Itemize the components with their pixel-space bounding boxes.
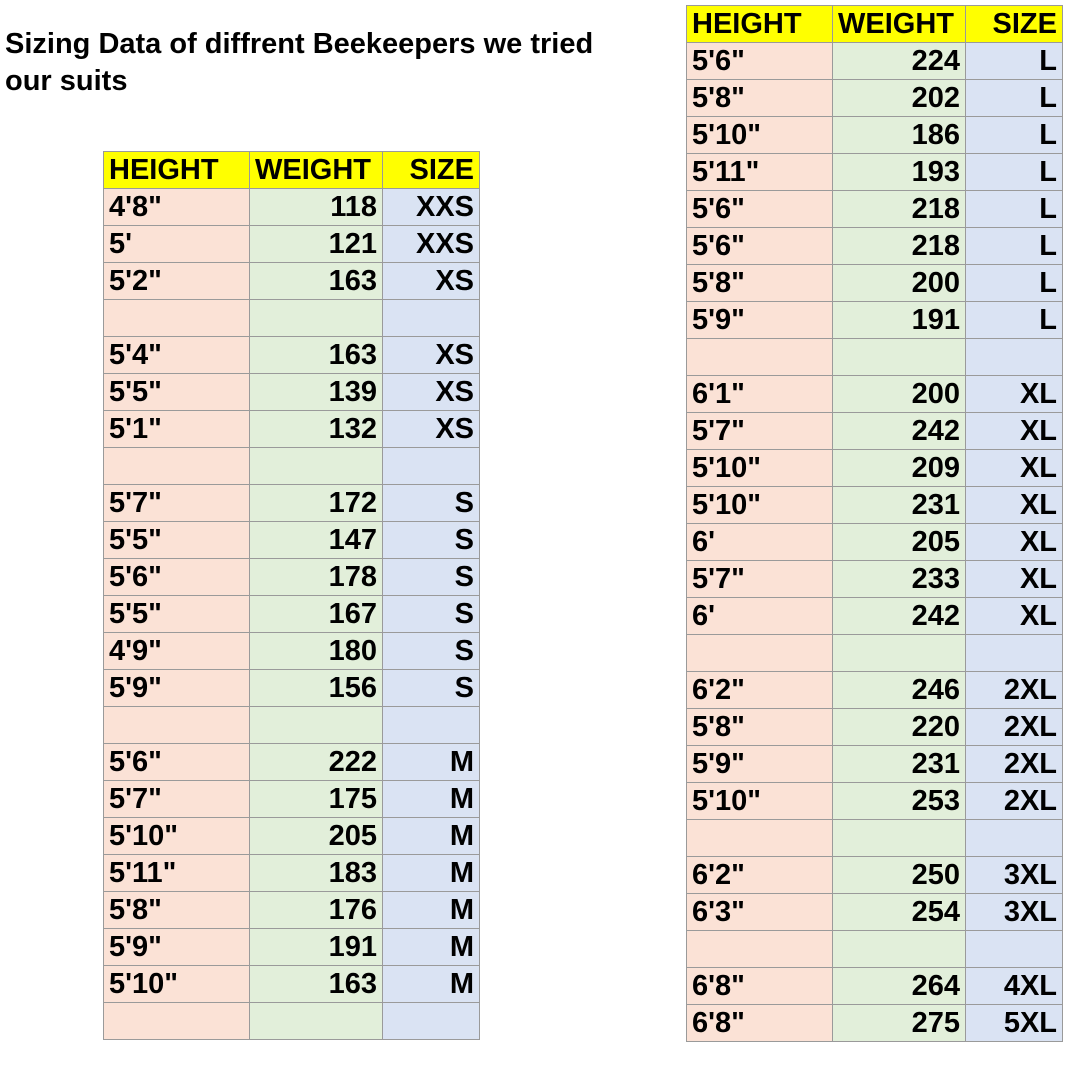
table-row xyxy=(104,374,480,411)
height-cell: 5'6" xyxy=(687,228,833,265)
table-row xyxy=(687,561,1063,598)
table-row xyxy=(687,80,1063,117)
table-row xyxy=(104,189,480,226)
weight-cell: 222 xyxy=(250,744,383,781)
height-cell: 4'9" xyxy=(104,633,250,670)
size-cell xyxy=(966,339,1063,376)
height-cell: 6'8" xyxy=(687,1005,833,1042)
table-row xyxy=(104,226,480,263)
table-row xyxy=(687,709,1063,746)
page-title: Sizing Data of diffrent Beekeepers we tried our suits xyxy=(5,28,594,97)
table-row xyxy=(687,857,1063,894)
weight-cell: 183 xyxy=(250,855,383,892)
size-cell: S xyxy=(383,559,480,596)
weight-cell: 200 xyxy=(833,376,966,413)
height-cell xyxy=(687,339,833,376)
table-row xyxy=(687,302,1063,339)
table-row xyxy=(687,746,1063,783)
weight-cell: 205 xyxy=(250,818,383,855)
height-cell: 5'10" xyxy=(104,966,250,1003)
weight-cell: 264 xyxy=(833,968,966,1005)
weight-cell: 231 xyxy=(833,746,966,783)
height-cell: 6' xyxy=(687,598,833,635)
table-row xyxy=(104,744,480,781)
height-cell: 5'8" xyxy=(687,265,833,302)
height-cell: 5'10" xyxy=(687,783,833,820)
weight-cell: 178 xyxy=(250,559,383,596)
weight-cell: 121 xyxy=(250,226,383,263)
size-cell: L xyxy=(966,154,1063,191)
weight-cell: 233 xyxy=(833,561,966,598)
table-row xyxy=(687,413,1063,450)
height-cell xyxy=(104,1003,250,1040)
height-cell: 5'11" xyxy=(687,154,833,191)
height-cell: 5'6" xyxy=(104,744,250,781)
height-cell: 5'9" xyxy=(687,746,833,783)
size-cell: S xyxy=(383,485,480,522)
weight-cell: 250 xyxy=(833,857,966,894)
size-cell: M xyxy=(383,929,480,966)
weight-cell: 254 xyxy=(833,894,966,931)
size-cell: L xyxy=(966,43,1063,80)
height-cell: 5'5" xyxy=(104,596,250,633)
table-row xyxy=(687,820,1063,857)
weight-cell: 218 xyxy=(833,191,966,228)
size-cell: 4XL xyxy=(966,968,1063,1005)
size-cell: M xyxy=(383,855,480,892)
size-cell: M xyxy=(383,818,480,855)
size-header: SIZE xyxy=(383,152,480,189)
size-cell: XS xyxy=(383,263,480,300)
table-row xyxy=(104,337,480,374)
height-cell: 6'3" xyxy=(687,894,833,931)
height-cell: 5'6" xyxy=(687,191,833,228)
height-cell: 5'9" xyxy=(687,302,833,339)
height-cell: 6'8" xyxy=(687,968,833,1005)
table-row xyxy=(687,524,1063,561)
table-row xyxy=(104,818,480,855)
size-cell xyxy=(966,931,1063,968)
size-cell: 2XL xyxy=(966,783,1063,820)
height-cell: 5' xyxy=(104,226,250,263)
weight-cell xyxy=(833,339,966,376)
height-cell: 5'10" xyxy=(687,487,833,524)
weight-cell: 139 xyxy=(250,374,383,411)
sizing-table-right xyxy=(686,5,1063,1042)
height-cell xyxy=(687,635,833,672)
height-cell xyxy=(104,300,250,337)
size-cell: XXS xyxy=(383,189,480,226)
size-cell: 2XL xyxy=(966,709,1063,746)
weight-cell: 242 xyxy=(833,413,966,450)
size-cell: 3XL xyxy=(966,894,1063,931)
height-cell: 6' xyxy=(687,524,833,561)
size-cell: L xyxy=(966,265,1063,302)
table-row xyxy=(687,894,1063,931)
size-cell: L xyxy=(966,117,1063,154)
weight-cell xyxy=(250,1003,383,1040)
size-cell xyxy=(966,635,1063,672)
height-cell: 5'7" xyxy=(687,413,833,450)
height-cell: 5'2" xyxy=(104,263,250,300)
size-header: SIZE xyxy=(966,6,1063,43)
table-row xyxy=(687,487,1063,524)
weight-cell: 253 xyxy=(833,783,966,820)
size-cell: XL xyxy=(966,598,1063,635)
weight-cell: 163 xyxy=(250,966,383,1003)
header-row xyxy=(687,6,1063,43)
weight-cell: 191 xyxy=(250,929,383,966)
table-row xyxy=(104,300,480,337)
weight-cell: 147 xyxy=(250,522,383,559)
weight-cell: 172 xyxy=(250,485,383,522)
weight-cell: 167 xyxy=(250,596,383,633)
height-cell: 5'1" xyxy=(104,411,250,448)
weight-header: WEIGHT xyxy=(833,6,966,43)
size-cell xyxy=(966,820,1063,857)
height-cell: 5'5" xyxy=(104,522,250,559)
weight-cell: 218 xyxy=(833,228,966,265)
height-cell: 6'2" xyxy=(687,857,833,894)
table-row xyxy=(104,263,480,300)
table-row xyxy=(104,892,480,929)
weight-cell: 176 xyxy=(250,892,383,929)
height-header: HEIGHT xyxy=(687,6,833,43)
table-row xyxy=(104,855,480,892)
height-cell: 5'5" xyxy=(104,374,250,411)
size-cell: XL xyxy=(966,450,1063,487)
weight-cell: 242 xyxy=(833,598,966,635)
height-cell: 5'8" xyxy=(687,709,833,746)
height-header: HEIGHT xyxy=(104,152,250,189)
size-cell: 3XL xyxy=(966,857,1063,894)
weight-cell: 193 xyxy=(833,154,966,191)
header-row xyxy=(104,152,480,189)
table-row xyxy=(687,265,1063,302)
size-cell: M xyxy=(383,966,480,1003)
size-cell: S xyxy=(383,633,480,670)
table-row xyxy=(687,228,1063,265)
table-row xyxy=(104,1003,480,1040)
table-row xyxy=(104,633,480,670)
size-cell: M xyxy=(383,892,480,929)
size-cell: S xyxy=(383,522,480,559)
weight-cell: 275 xyxy=(833,1005,966,1042)
size-cell xyxy=(383,707,480,744)
size-cell: XL xyxy=(966,487,1063,524)
size-cell: S xyxy=(383,670,480,707)
weight-cell: 246 xyxy=(833,672,966,709)
weight-cell: 186 xyxy=(833,117,966,154)
size-cell xyxy=(383,1003,480,1040)
height-cell: 5'7" xyxy=(104,781,250,818)
table-row xyxy=(687,154,1063,191)
size-cell: XS xyxy=(383,337,480,374)
height-cell: 5'10" xyxy=(687,117,833,154)
weight-cell: 163 xyxy=(250,263,383,300)
size-cell: XL xyxy=(966,524,1063,561)
weight-cell xyxy=(250,300,383,337)
weight-cell: 175 xyxy=(250,781,383,818)
table-row xyxy=(687,191,1063,228)
weight-cell xyxy=(250,448,383,485)
weight-cell xyxy=(833,820,966,857)
weight-cell: 118 xyxy=(250,189,383,226)
weight-cell: 202 xyxy=(833,80,966,117)
table-row xyxy=(687,783,1063,820)
table-row xyxy=(687,598,1063,635)
height-cell: 5'11" xyxy=(104,855,250,892)
weight-cell: 224 xyxy=(833,43,966,80)
size-cell: XS xyxy=(383,411,480,448)
height-cell: 5'7" xyxy=(687,561,833,598)
size-cell: XXS xyxy=(383,226,480,263)
weight-cell: 180 xyxy=(250,633,383,670)
size-cell: XL xyxy=(966,561,1063,598)
weight-cell xyxy=(833,635,966,672)
height-cell: 5'9" xyxy=(104,929,250,966)
table-row xyxy=(104,929,480,966)
height-cell xyxy=(104,448,250,485)
table-row xyxy=(687,635,1063,672)
size-cell: 2XL xyxy=(966,746,1063,783)
weight-cell: 156 xyxy=(250,670,383,707)
weight-cell: 132 xyxy=(250,411,383,448)
weight-cell xyxy=(833,931,966,968)
height-cell xyxy=(687,931,833,968)
size-cell: L xyxy=(966,228,1063,265)
table-row xyxy=(104,559,480,596)
size-cell: L xyxy=(966,302,1063,339)
table-row xyxy=(687,672,1063,709)
weight-cell xyxy=(250,707,383,744)
table-row xyxy=(687,43,1063,80)
height-cell: 5'4" xyxy=(104,337,250,374)
table-row xyxy=(687,117,1063,154)
table-row xyxy=(687,339,1063,376)
height-cell: 5'8" xyxy=(104,892,250,929)
table-row xyxy=(104,966,480,1003)
table-row xyxy=(687,931,1063,968)
table-row xyxy=(104,411,480,448)
height-cell xyxy=(687,820,833,857)
height-cell: 5'7" xyxy=(104,485,250,522)
size-cell: XL xyxy=(966,413,1063,450)
table-row xyxy=(104,448,480,485)
height-cell: 5'9" xyxy=(104,670,250,707)
weight-cell: 191 xyxy=(833,302,966,339)
height-cell: 5'6" xyxy=(687,43,833,80)
sizing-table-left xyxy=(103,151,480,1040)
weight-cell: 200 xyxy=(833,265,966,302)
height-cell: 6'1" xyxy=(687,376,833,413)
weight-cell: 205 xyxy=(833,524,966,561)
size-cell: XS xyxy=(383,374,480,411)
table-row xyxy=(104,522,480,559)
table-row xyxy=(687,450,1063,487)
height-cell: 5'10" xyxy=(687,450,833,487)
table-row xyxy=(104,781,480,818)
table-row xyxy=(104,485,480,522)
size-cell: M xyxy=(383,744,480,781)
table-row xyxy=(104,707,480,744)
size-cell: 5XL xyxy=(966,1005,1063,1042)
height-cell: 4'8" xyxy=(104,189,250,226)
size-cell: 2XL xyxy=(966,672,1063,709)
size-cell xyxy=(383,300,480,337)
size-cell: S xyxy=(383,596,480,633)
size-cell xyxy=(383,448,480,485)
table-row xyxy=(104,596,480,633)
weight-cell: 209 xyxy=(833,450,966,487)
height-cell: 5'8" xyxy=(687,80,833,117)
height-cell: 6'2" xyxy=(687,672,833,709)
table-row xyxy=(687,376,1063,413)
size-cell: L xyxy=(966,191,1063,228)
size-cell: XL xyxy=(966,376,1063,413)
table-row xyxy=(687,1005,1063,1042)
table-row xyxy=(687,968,1063,1005)
height-cell: 5'10" xyxy=(104,818,250,855)
height-cell: 5'6" xyxy=(104,559,250,596)
weight-cell: 231 xyxy=(833,487,966,524)
table-row xyxy=(104,670,480,707)
height-cell xyxy=(104,707,250,744)
size-cell: L xyxy=(966,80,1063,117)
weight-cell: 163 xyxy=(250,337,383,374)
weight-header: WEIGHT xyxy=(250,152,383,189)
weight-cell: 220 xyxy=(833,709,966,746)
size-cell: M xyxy=(383,781,480,818)
